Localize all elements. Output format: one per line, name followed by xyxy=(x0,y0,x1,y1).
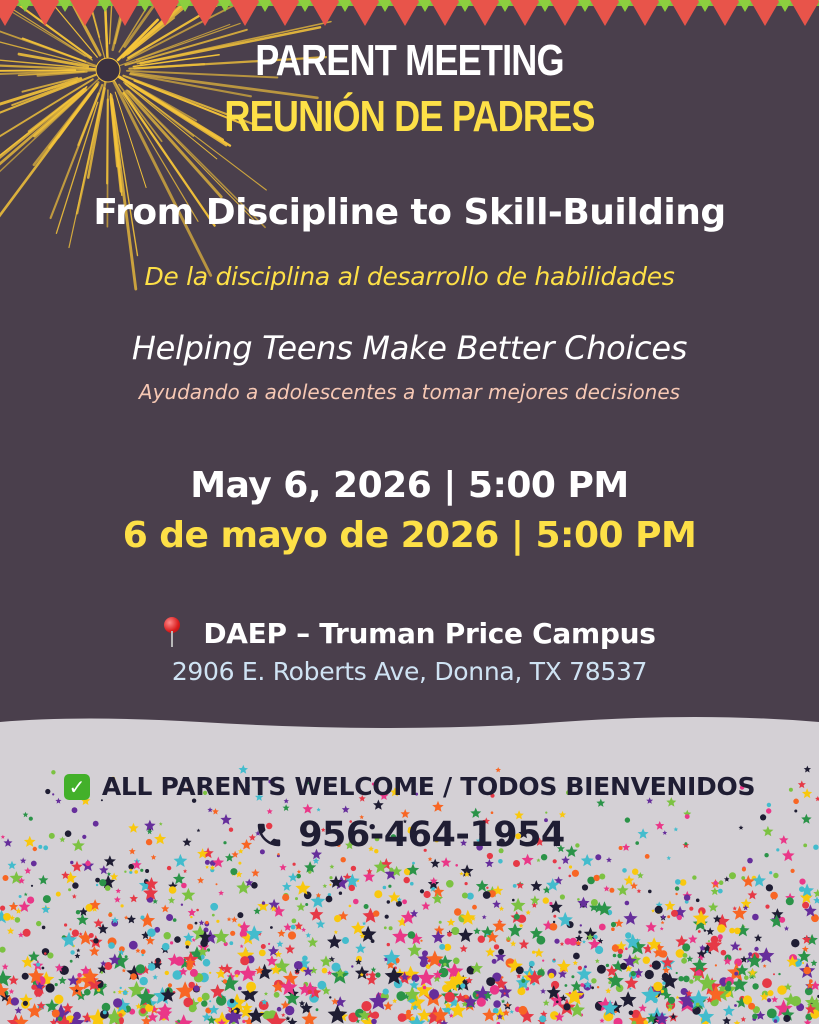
welcome-line xyxy=(0,772,819,801)
location-name xyxy=(0,617,819,650)
headline-es: De la disciplina al desarrollo de habilidades xyxy=(144,262,675,291)
date-es: 6 de mayo de 2026 xyxy=(122,515,499,556)
contact-phone xyxy=(0,815,819,855)
subheadline-es: Ayudando a adolescentes a tomar mejores decisiones xyxy=(138,380,681,404)
meeting-title-en: PARENT MEETING xyxy=(255,36,564,85)
meeting-title-es: REUNIÓN DE PADRES xyxy=(224,92,595,141)
date-separator: | xyxy=(510,515,524,556)
welcome-text: ALL PARENTS WELCOME / TODOS BIENVENIDOS xyxy=(101,772,756,801)
time-en: 5:00 PM xyxy=(467,465,629,506)
date-en: May 6, 2026 xyxy=(190,465,432,506)
phone-icon xyxy=(254,820,284,850)
subheadline-en: Helping Teens Make Better Choices xyxy=(131,329,688,367)
time-es: 5:00 PM xyxy=(535,515,697,556)
phone-number[interactable]: 956-464-1954 xyxy=(298,815,565,855)
headline-en: From Discipline to Skill-Building xyxy=(93,192,726,233)
location-address: 2906 E. Roberts Ave, Donna, TX 78537 xyxy=(171,657,648,686)
pin-icon xyxy=(163,617,181,647)
location-name-text: DAEP – Truman Price Campus xyxy=(203,617,656,650)
date-separator: | xyxy=(443,465,456,506)
date-time-es xyxy=(0,515,819,556)
date-time-en xyxy=(0,465,819,506)
check-icon: ✓ xyxy=(64,774,90,800)
